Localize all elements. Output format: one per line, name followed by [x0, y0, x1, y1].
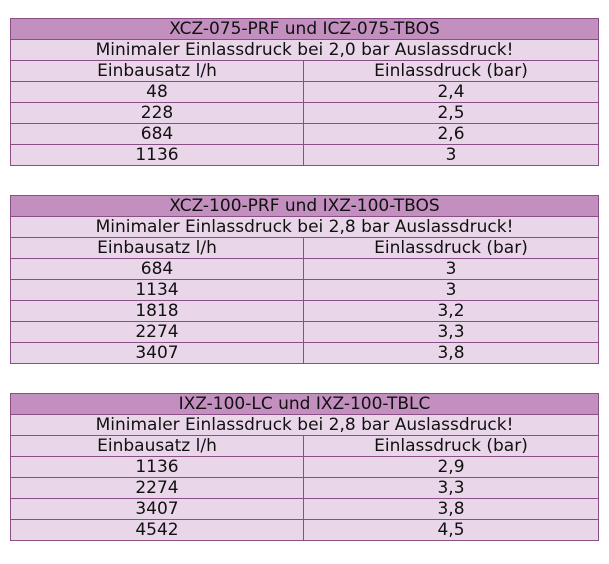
flow-cell: 1134: [11, 280, 304, 301]
pressure-cell: 3: [304, 259, 599, 280]
pressure-cell: 3,8: [304, 343, 599, 364]
table-title: IXZ-100-LC und IXZ-100-TBLC: [11, 394, 599, 415]
pressure-cell: 2,4: [304, 82, 599, 103]
table-row: [11, 322, 599, 343]
table-subtitle: Minimaler Einlassdruck bei 2,8 bar Auslassdruck!: [11, 217, 599, 238]
flow-cell: 3407: [11, 343, 304, 364]
table-row: [11, 280, 599, 301]
column-header-pressure: Einlassdruck (bar): [304, 61, 599, 82]
flow-cell: 2274: [11, 322, 304, 343]
column-header-flow: Einbausatz l/h: [11, 436, 304, 457]
pressure-cell: 3: [304, 280, 599, 301]
flow-cell: 1818: [11, 301, 304, 322]
table-row: [11, 520, 599, 541]
table-row: [11, 259, 599, 280]
table-row: [11, 145, 599, 166]
pressure-cell: 3,3: [304, 478, 599, 499]
flow-cell: 4542: [11, 520, 304, 541]
table-title: XCZ-100-PRF und IXZ-100-TBOS: [11, 196, 599, 217]
table-row: [11, 82, 599, 103]
pressure-cell: 2,5: [304, 103, 599, 124]
pressure-table-2: [10, 195, 599, 364]
pressure-cell: 3,3: [304, 322, 599, 343]
table-row: [11, 499, 599, 520]
pressure-cell: 3: [304, 145, 599, 166]
flow-cell: 48: [11, 82, 304, 103]
pressure-cell: 2,9: [304, 457, 599, 478]
flow-cell: 684: [11, 259, 304, 280]
pressure-cell: 4,5: [304, 520, 599, 541]
flow-cell: 228: [11, 103, 304, 124]
table-row: [11, 343, 599, 364]
flow-cell: 1136: [11, 457, 304, 478]
table-row: [11, 478, 599, 499]
table-row: [11, 103, 599, 124]
column-header-flow: Einbausatz l/h: [11, 61, 304, 82]
flow-cell: 2274: [11, 478, 304, 499]
table-subtitle: Minimaler Einlassdruck bei 2,0 bar Auslassdruck!: [11, 40, 599, 61]
pressure-cell: 3,8: [304, 499, 599, 520]
flow-cell: 1136: [11, 145, 304, 166]
table-row: [11, 124, 599, 145]
pressure-table-3: [10, 393, 599, 541]
pressure-cell: 3,2: [304, 301, 599, 322]
table-subtitle: Minimaler Einlassdruck bei 2,8 bar Auslassdruck!: [11, 415, 599, 436]
table-title: XCZ-075-PRF und ICZ-075-TBOS: [11, 19, 599, 40]
column-header-pressure: Einlassdruck (bar): [304, 238, 599, 259]
pressure-table-1: [10, 18, 599, 166]
table-row: [11, 457, 599, 478]
column-header-pressure: Einlassdruck (bar): [304, 436, 599, 457]
flow-cell: 3407: [11, 499, 304, 520]
flow-cell: 684: [11, 124, 304, 145]
pressure-cell: 2,6: [304, 124, 599, 145]
table-row: [11, 301, 599, 322]
column-header-flow: Einbausatz l/h: [11, 238, 304, 259]
